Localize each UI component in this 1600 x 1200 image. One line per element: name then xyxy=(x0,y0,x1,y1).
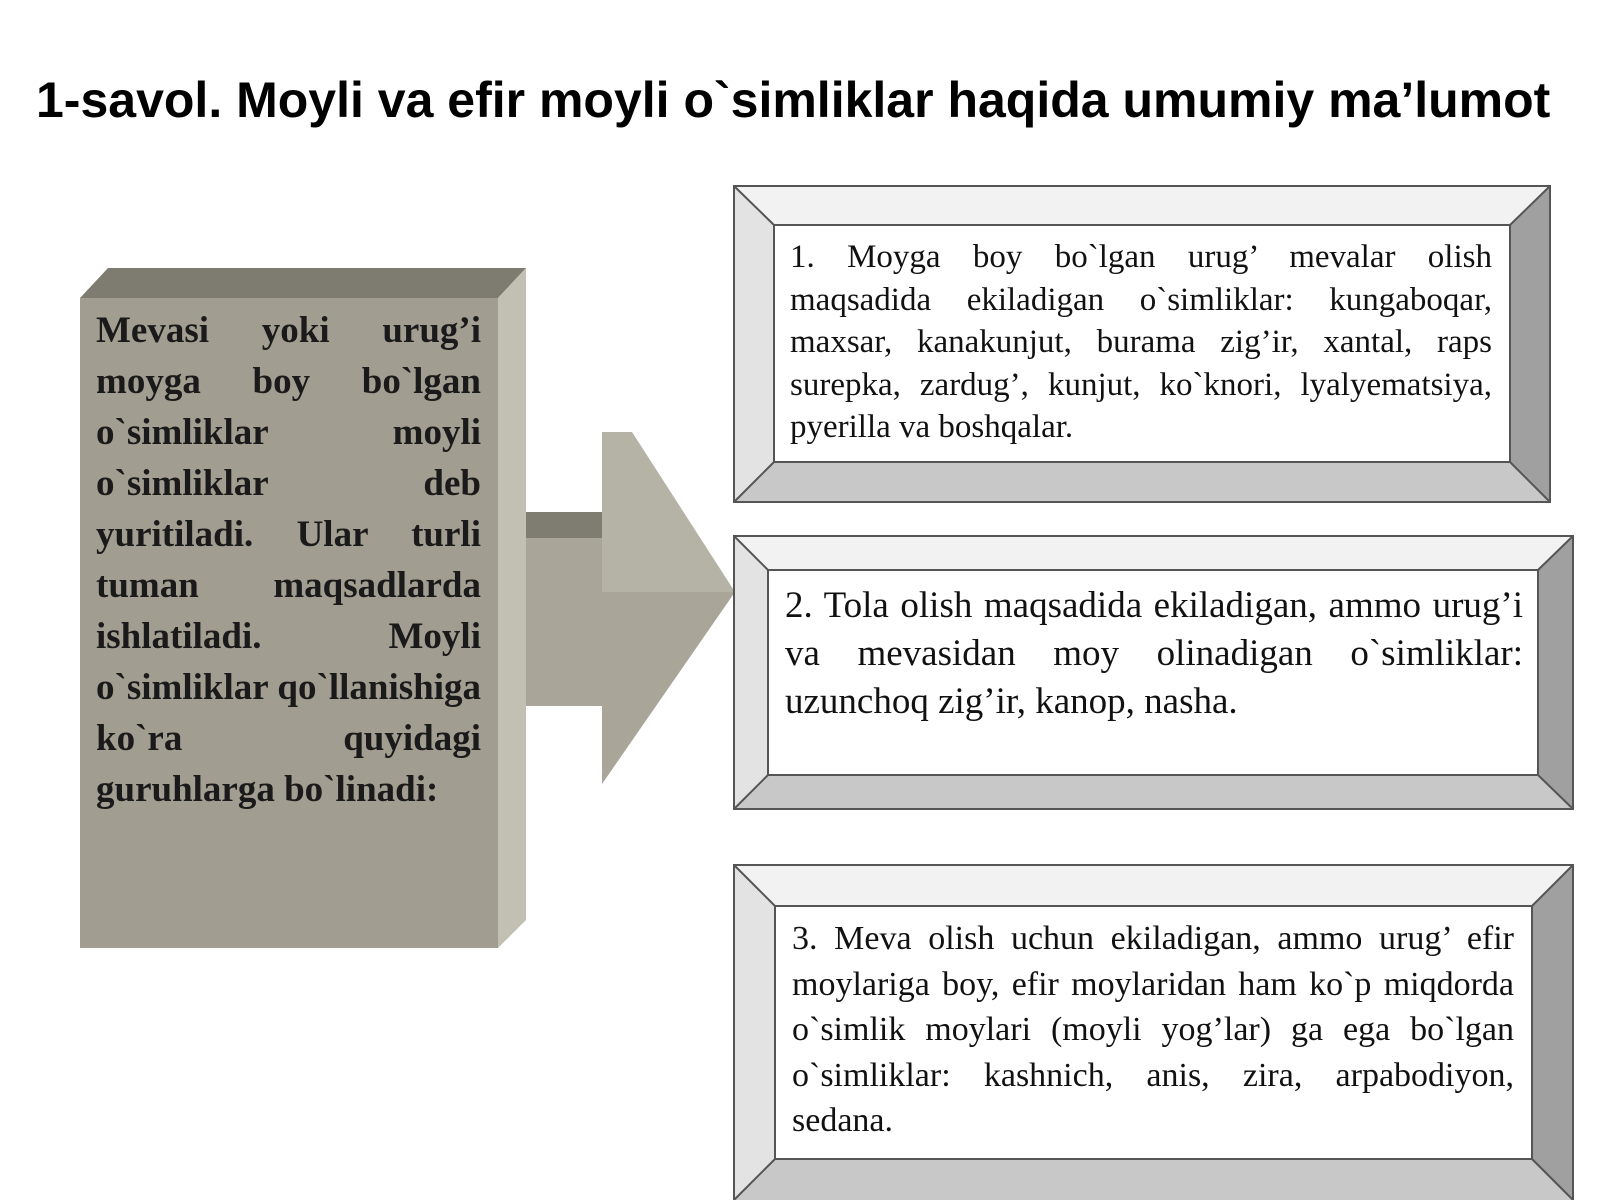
bevel-top xyxy=(734,186,1550,225)
bevel-top xyxy=(734,536,1573,570)
definition-text: Mevasi yoki urug’i moyga boy bo`lgan o`simliklar moyli o`simliklar deb yuritiladi. Ular turli tuman maqsadlarda ishlatiladi. Moyli o`simliklar qo`llanishiga ko`ra quyidagi guruhlarga bo`linadi: xyxy=(96,310,481,810)
bevel-left xyxy=(734,186,774,502)
bevel-bottom xyxy=(734,775,1573,809)
bevel-right xyxy=(1510,186,1550,502)
slide-title: 1-savol. Moyli va efir moyli o`simliklar haqida umumiy ma’lumot xyxy=(36,72,1551,128)
definition-block-side xyxy=(498,268,526,948)
pointer-arrow xyxy=(500,432,735,784)
bevel-top xyxy=(734,865,1573,906)
bevel-left xyxy=(734,536,768,809)
group-3-text: 3. Meva olish uchun ekiladigan, ammo urug’ efir moylariga boy, efir moylaridan ham ko`p miqdorda o`simlik moylari (moyli yog’lar) ga ega bo`lgan o`simliklar: kashnich, anis, zira, arpabodiyon, sedana. xyxy=(792,920,1514,1139)
bevel-right xyxy=(1532,865,1573,1200)
bevel-right xyxy=(1538,536,1573,809)
bevel-left xyxy=(734,865,775,1200)
arrow-head-shade xyxy=(602,432,735,592)
bevel-bottom xyxy=(734,1159,1573,1200)
group-1-text: 1. Moyga boy bo`lgan urug’ mevalar olish maqsadida ekiladigan o`simliklar: kungaboqar, maxsar, kanakunjut, burama zig’ir, xantal, raps surepka, zardug’, kunjut, ko`knori, lyalyematsiya, pyerilla va boshqalar. xyxy=(790,239,1492,445)
bevel-bottom xyxy=(734,462,1550,502)
group-2-text: 2. Tola olish maqsadida ekiladigan, ammo urug’i va mevasidan moy olinadigan o`simliklar: uzunchoq zig’ir, kanop, nasha. xyxy=(785,585,1523,722)
definition-block-top xyxy=(80,268,526,298)
